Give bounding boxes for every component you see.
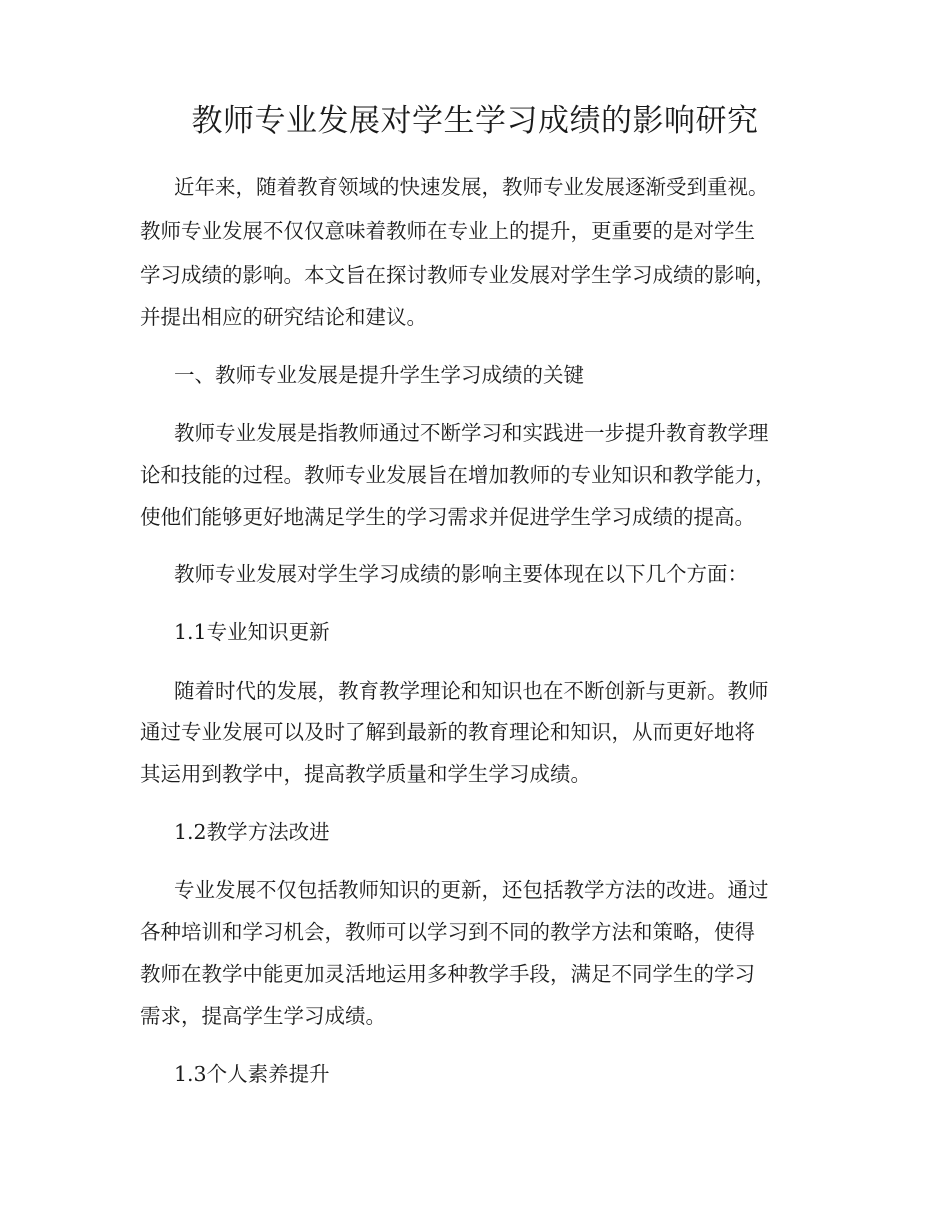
- sub2-line-2: 各种培训和学习机会，教师可以学习到不同的教学方法和策略，使得: [140, 920, 755, 944]
- sub2-line-3: 教师在教学中能更加灵活地运用多种教学手段，满足不同学生的学习: [140, 962, 755, 986]
- sub3-heading: 1.3个人素养提升: [174, 1062, 330, 1086]
- sub1-line-3: 其运用到教学中，提高教学质量和学生学习成绩。: [140, 762, 591, 786]
- sub1-line-1: 随着时代的发展，教育教学理论和知识也在不断创新与更新。教师: [174, 679, 769, 703]
- section1-line-2: 论和技能的过程。教师专业发展旨在增加教师的专业知识和教学能力，: [140, 463, 776, 487]
- document-title: 教师专业发展对学生学习成绩的影响研究: [191, 103, 759, 139]
- section1-heading: 一、教师专业发展是提升学生学习成绩的关键: [174, 363, 584, 387]
- sub2-heading: 1.2教学方法改进: [174, 820, 330, 844]
- sub1-heading: 1.1专业知识更新: [174, 620, 330, 644]
- intro-line-1: 近年来，随着教育领域的快速发展，教师专业发展逐渐受到重视。: [174, 175, 769, 199]
- intro-line-3: 学习成绩的影响。本文旨在探讨教师专业发展对学生学习成绩的影响，: [140, 263, 776, 287]
- section1-lead: 教师专业发展对学生学习成绩的影响主要体现在以下几个方面：: [174, 562, 748, 586]
- intro-line-4: 并提出相应的研究结论和建议。: [140, 305, 427, 329]
- sub2-line-4: 需求，提高学生学习成绩。: [140, 1004, 386, 1028]
- section1-line-3: 使他们能够更好地满足学生的学习需求并促进学生学习成绩的提高。: [140, 505, 755, 529]
- sub1-line-2: 通过专业发展可以及时了解到最新的教育理论和知识，从而更好地将: [140, 720, 755, 744]
- sub2-line-1: 专业发展不仅包括教师知识的更新，还包括教学方法的改进。通过: [174, 878, 769, 902]
- section1-line-1: 教师专业发展是指教师通过不断学习和实践进一步提升教育教学理: [174, 421, 769, 445]
- intro-line-2: 教师专业发展不仅仅意味着教师在专业上的提升，更重要的是对学生: [140, 219, 755, 243]
